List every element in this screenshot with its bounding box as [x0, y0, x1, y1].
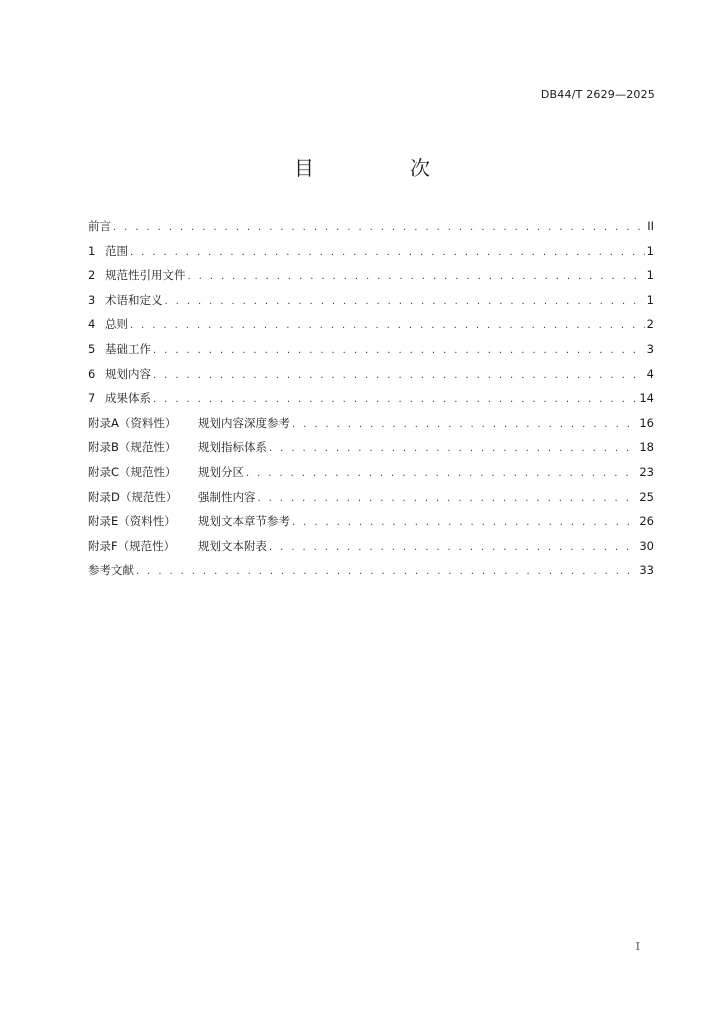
toc-entry-label: [88, 538, 267, 554]
toc-entry[interactable]: [88, 316, 654, 341]
toc-entry-number: 1: [88, 243, 96, 258]
standard-number: DB44/T 2629—2025: [540, 88, 655, 101]
toc-entry-page: 1: [646, 243, 654, 258]
toc-entry-label: [88, 439, 267, 455]
toc-entry-title: 范围: [105, 243, 128, 258]
toc-entry[interactable]: [88, 415, 654, 440]
toc-entry-page: 26: [639, 514, 654, 529]
toc-entry-number: 6: [88, 366, 96, 381]
toc-entry[interactable]: [88, 267, 654, 292]
toc-entry[interactable]: [88, 366, 654, 391]
toc-entry-title: 规划分区: [198, 464, 244, 479]
toc-entry[interactable]: [88, 538, 654, 563]
toc-entry-title: 规划文本章节参考: [198, 514, 290, 529]
toc-entry[interactable]: [88, 464, 654, 489]
dot-leader: [113, 222, 645, 233]
toc-entry-title: 规范性引用文件: [105, 268, 186, 283]
toc-entry-page: 16: [639, 415, 654, 430]
toc-entry-page: 30: [639, 538, 654, 553]
toc-entry-page: 1: [646, 292, 654, 307]
toc-entry-number: 5: [88, 341, 96, 356]
toc-entry-label: [88, 415, 290, 431]
toc-entry-title: 强制性内容: [198, 489, 256, 504]
toc-entry-annex: 附录F（规范性）: [88, 538, 176, 553]
toc-entry-label: [88, 243, 128, 259]
toc-entry[interactable]: [88, 341, 654, 366]
toc-entry-annex: 附录E（资料性）: [88, 514, 176, 529]
toc-entry-label: [88, 513, 290, 529]
toc-entry-label: [88, 464, 244, 480]
dot-leader: [258, 493, 638, 504]
toc-entry[interactable]: [88, 243, 654, 268]
dot-leader: [246, 468, 637, 479]
toc-entry-label: [88, 562, 134, 578]
toc-entry[interactable]: [88, 218, 654, 243]
toc-entry-label: [88, 267, 186, 283]
toc-entry[interactable]: [88, 489, 654, 514]
page-number: I: [635, 940, 640, 953]
dot-leader: [153, 370, 645, 381]
toc-entry-annex: 附录B（规范性）: [88, 440, 177, 455]
toc-entry-page: 18: [639, 440, 654, 455]
toc-entry-title: 前言: [88, 219, 111, 233]
toc-entry-page: 25: [639, 489, 654, 504]
toc-entry[interactable]: [88, 292, 654, 317]
dot-leader: [153, 394, 637, 405]
toc-entry-title: 术语和定义: [105, 292, 163, 307]
toc-entry-page: 2: [646, 317, 654, 332]
toc-entry-title: 规划内容深度参考: [198, 415, 290, 430]
toc-entry-page: 14: [639, 391, 654, 406]
page-title: 目 次: [294, 156, 468, 180]
toc-entry-label: [88, 489, 256, 505]
toc-entry-page: II: [647, 219, 654, 233]
dot-leader: [153, 345, 645, 356]
toc-entry-title: 规划内容: [105, 366, 151, 381]
toc-entry-label: [88, 366, 151, 382]
toc-entry-label: [88, 390, 151, 406]
dot-leader: [269, 542, 637, 553]
toc-entry-label: [88, 316, 128, 332]
toc-entry-page: 1: [646, 268, 654, 283]
dot-leader: [292, 517, 637, 528]
toc-entry[interactable]: [88, 562, 654, 587]
toc-entry-page: 33: [639, 563, 654, 578]
toc-entry-title: 规划文本附表: [198, 538, 267, 553]
toc-entry-label: [88, 341, 151, 357]
toc-entry-number: 2: [88, 268, 96, 283]
dot-leader: [292, 419, 637, 430]
toc-entry-title: 总则: [105, 317, 128, 332]
toc-entry[interactable]: [88, 513, 654, 538]
table-of-contents: [88, 218, 654, 587]
dot-leader: [136, 566, 637, 577]
dot-leader: [165, 296, 645, 307]
toc-entry-annex: 附录C（规范性）: [88, 464, 177, 479]
toc-entry-number: 7: [88, 391, 96, 406]
toc-entry[interactable]: [88, 390, 654, 415]
dot-leader: [269, 443, 637, 454]
toc-entry-label: [88, 218, 111, 234]
dot-leader: [188, 271, 645, 282]
toc-entry-label: [88, 292, 163, 308]
dot-leader: [130, 320, 645, 331]
toc-entry-page: 3: [646, 341, 654, 356]
toc-entry-annex: 附录D（规范性）: [88, 489, 178, 504]
toc-entry-title: 参考文献: [88, 563, 134, 578]
toc-entry-title: 成果体系: [105, 391, 151, 406]
toc-entry-page: 4: [646, 366, 654, 381]
toc-entry-number: 4: [88, 317, 96, 332]
toc-entry-annex: 附录A（资料性）: [88, 415, 177, 430]
dot-leader: [130, 247, 645, 258]
toc-entry-number: 3: [88, 292, 96, 307]
toc-entry[interactable]: [88, 439, 654, 464]
toc-entry-page: 23: [639, 464, 654, 479]
toc-entry-title: 基础工作: [105, 341, 151, 356]
toc-entry-title: 规划指标体系: [198, 440, 267, 455]
